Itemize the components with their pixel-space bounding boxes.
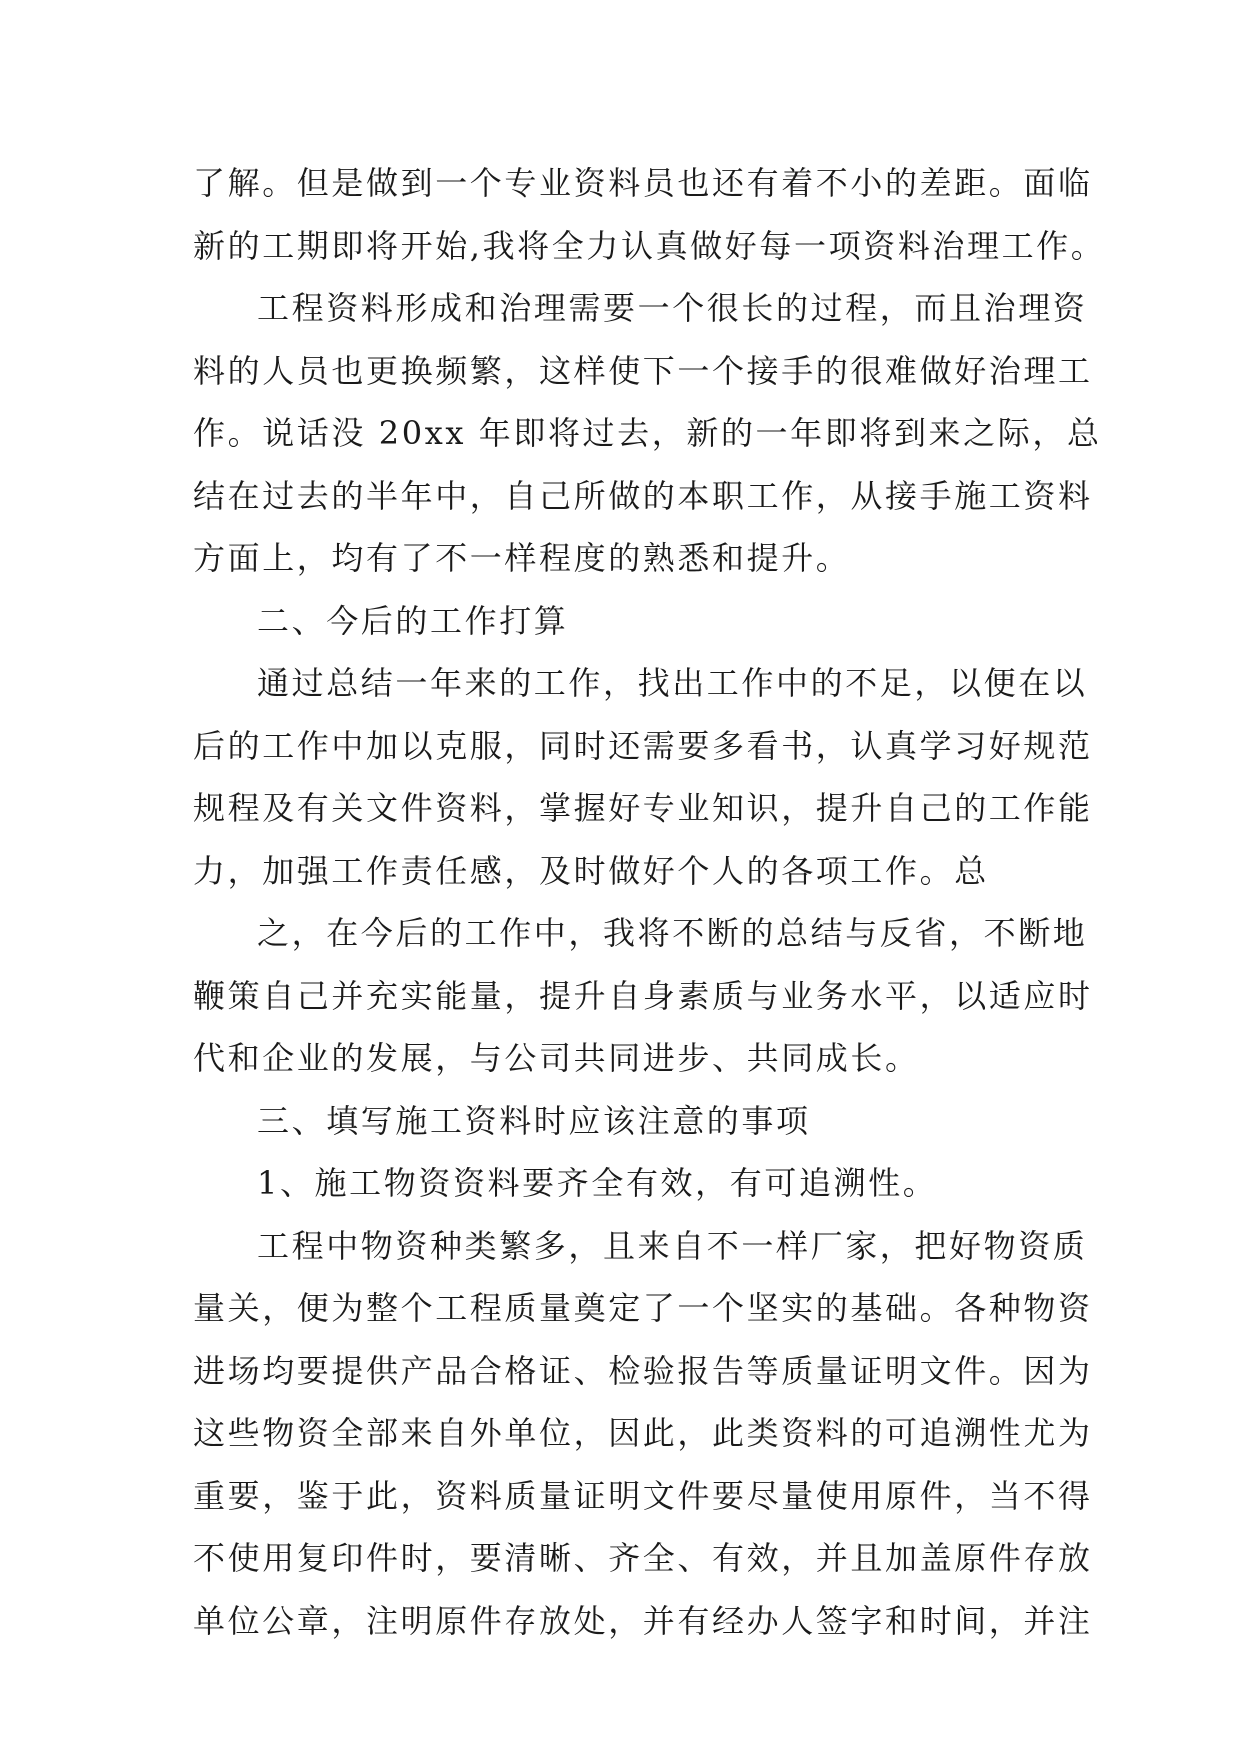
- subsection-heading: 1、施工物资资料要齐全有效，有可追溯性。: [257, 1164, 938, 1202]
- section-heading: 三、填写施工资料时应该注意的事项: [257, 1101, 811, 1140]
- text-line: 量关，便为整个工程质量奠定了一个坚实的基础。各种物资: [193, 1289, 1093, 1327]
- text-line: 不使用复印件时，要清晰、齐全、有效，并且加盖原件存放: [193, 1539, 1093, 1577]
- text-line: 这些物资全部来自外单位，因此，此类资料的可追溯性尤为: [193, 1414, 1093, 1452]
- text-line: 鞭策自己并充实能量，提升自身素质与业务水平，以适应时: [193, 976, 1093, 1015]
- text-line: 进场均要提供产品合格证、检验报告等质量证明文件。因为: [193, 1351, 1093, 1390]
- text-line: 代和企业的发展，与公司共同进步、共同成长。: [193, 1039, 920, 1077]
- text-line: 作。说话没 20xx 年即将过去，新的一年即将到来之际，总: [193, 414, 1102, 452]
- document-body: [193, 152, 1106, 1652]
- text-line: 规程及有关文件资料，掌握好专业知识，提升自己的工作能: [193, 789, 1093, 827]
- paragraph-start-line: 之，在今后的工作中，我将不断的总结与反省，不断地: [257, 914, 1088, 952]
- text-line: 料的人员也更换频繁，这样使下一个接手的很难做好治理工: [193, 351, 1093, 390]
- text-line: 结在过去的半年中，自己所做的本职工作，从接手施工资料: [193, 476, 1093, 515]
- text-line: 后的工作中加以克服，同时还需要多看书，认真学习好规范: [193, 726, 1093, 765]
- paragraph-start-line: 工程资料形成和治理需要一个很长的过程，而且治理资: [257, 289, 1088, 327]
- text-line: 了解。但是做到一个专业资料员也还有着不小的差距。面临: [193, 164, 1093, 202]
- paragraph-start-line: 工程中物资种类繁多，且来自不一样厂家，把好物资质: [257, 1226, 1088, 1265]
- text-line: 力，加强工作责任感，及时做好个人的各项工作。总: [193, 851, 989, 890]
- text-line: 方面上，均有了不一样程度的熟悉和提升。: [193, 539, 851, 577]
- text-line: 重要，鉴于此，资料质量证明文件要尽量使用原件，当不得: [193, 1476, 1093, 1515]
- text-line: 单位公章，注明原件存放处，并有经办人签字和时间，并注: [193, 1601, 1093, 1640]
- section-heading: 二、今后的工作打算: [257, 601, 569, 640]
- text-line: 新的工期即将开始,我将全力认真做好每一项资料治理工作。: [193, 226, 1106, 265]
- paragraph-start-line: 通过总结一年来的工作，找出工作中的不足，以便在以: [257, 664, 1088, 702]
